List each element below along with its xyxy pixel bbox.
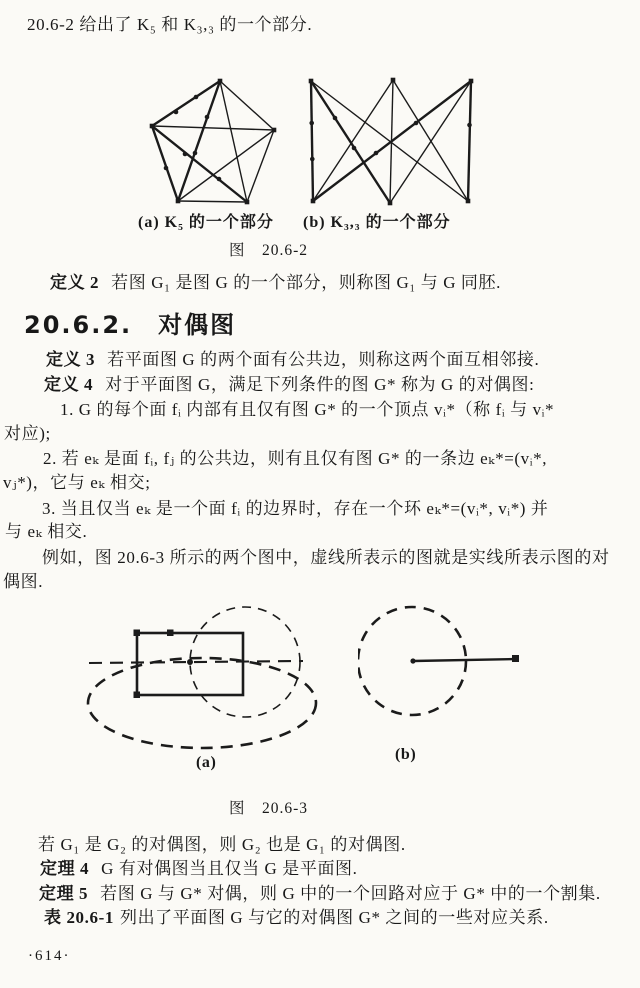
table-reference-text: 列出了平面图 G 与它的对偶图 G* 之间的一些对应关系. xyxy=(119,908,549,927)
dual-edge-line xyxy=(89,661,303,663)
condition-2-line-1: 2. 若 eₖ 是面 fᵢ, fⱼ 的公共边，则有且仅有图 G* 的一条边 eₖ*=(vᵢ*, xyxy=(43,449,548,468)
figure-2062-sublabel-b: (b) K₃,₃ 的一个部分 xyxy=(303,214,451,231)
definition-3 xyxy=(46,349,539,370)
k33-graph-figure xyxy=(303,70,487,212)
intro-line: 20.6-2 给出了 K₅ 和 K₃,₃ 的一个部分. xyxy=(27,15,313,34)
theorem-4 xyxy=(40,858,358,879)
condition-2-line-2: vⱼ*)，它与 eₖ 相交; xyxy=(3,473,151,492)
theorem-5-text: 若图 G 与 G* 对偶，则 G 中的一个回路对应于 G* 中的一个割集. xyxy=(100,884,601,903)
primal-edge-line xyxy=(413,659,518,661)
theorem-4-label: 定理 4 xyxy=(40,859,90,878)
figure-2063-sublabel-a: (a) xyxy=(196,754,217,771)
definition-4 xyxy=(44,374,534,395)
figure-2063-sublabel-b: (b) xyxy=(395,746,417,763)
dual-edge-outer-ellipse xyxy=(88,658,316,748)
definition-2-label: 定义 2 xyxy=(50,273,100,292)
table-reference xyxy=(44,907,549,928)
theorem-4-text: G 有对偶图当且仅当 G 是平面图. xyxy=(101,859,358,878)
theorem-5-label: 定理 5 xyxy=(39,884,89,903)
definition-4-text: 对于平面图 G，满足下列条件的图 G* 称为 G 的对偶图: xyxy=(105,375,535,394)
theorem-5 xyxy=(39,883,601,904)
definition-2-text: 若图 G₁ 是图 G 的一个部分，则称图 G₁ 与 G 同胚. xyxy=(111,273,501,292)
section-heading: 20.6.2. 对偶图 xyxy=(24,311,237,339)
condition-3-line-2: 与 eₖ 相交. xyxy=(5,522,88,541)
condition-3-line-1: 3. 当且仅当 eₖ 是一个面 fᵢ 的边界时，存在一个环 eₖ*=(vᵢ*, vᵢ*) 并 xyxy=(42,499,549,518)
definition-3-text: 若平面图 G 的两个面有公共边，则称这两个面互相邻接. xyxy=(107,350,540,369)
dual-graph-example-b xyxy=(358,598,583,733)
figure-2063-caption: 图 20.6-3 xyxy=(229,800,309,817)
graph-vertices xyxy=(134,630,194,699)
page-number: ·614· xyxy=(28,948,71,964)
definition-3-label: 定义 3 xyxy=(46,350,96,369)
figure-2062-caption: 图 20.6-2 xyxy=(229,242,309,259)
example-line-1: 例如，图 20.6-3 所示的两个图中，虚线所表示的图就是实线所表示图的对 xyxy=(42,548,610,567)
example-line-2: 偶图. xyxy=(3,572,44,591)
definition-2 xyxy=(50,272,501,293)
figure-2062-sublabel-a: (a) K₅ 的一个部分 xyxy=(138,214,274,231)
duality-symmetry-note: 若 G₁ 是 G₂ 的对偶图，则 G₂ 也是 G₁ 的对偶图. xyxy=(38,835,406,854)
condition-1-line-2: 对应); xyxy=(4,424,51,443)
definition-4-label: 定义 4 xyxy=(44,375,94,394)
condition-1-line-1: 1. G 的每个面 fᵢ 内部有且仅有图 G* 的一个顶点 vᵢ*（称 fᵢ 与 vᵢ* xyxy=(60,400,555,419)
table-reference-label: 表 20.6-1 xyxy=(44,908,114,927)
dual-graph-example-a xyxy=(75,600,335,768)
